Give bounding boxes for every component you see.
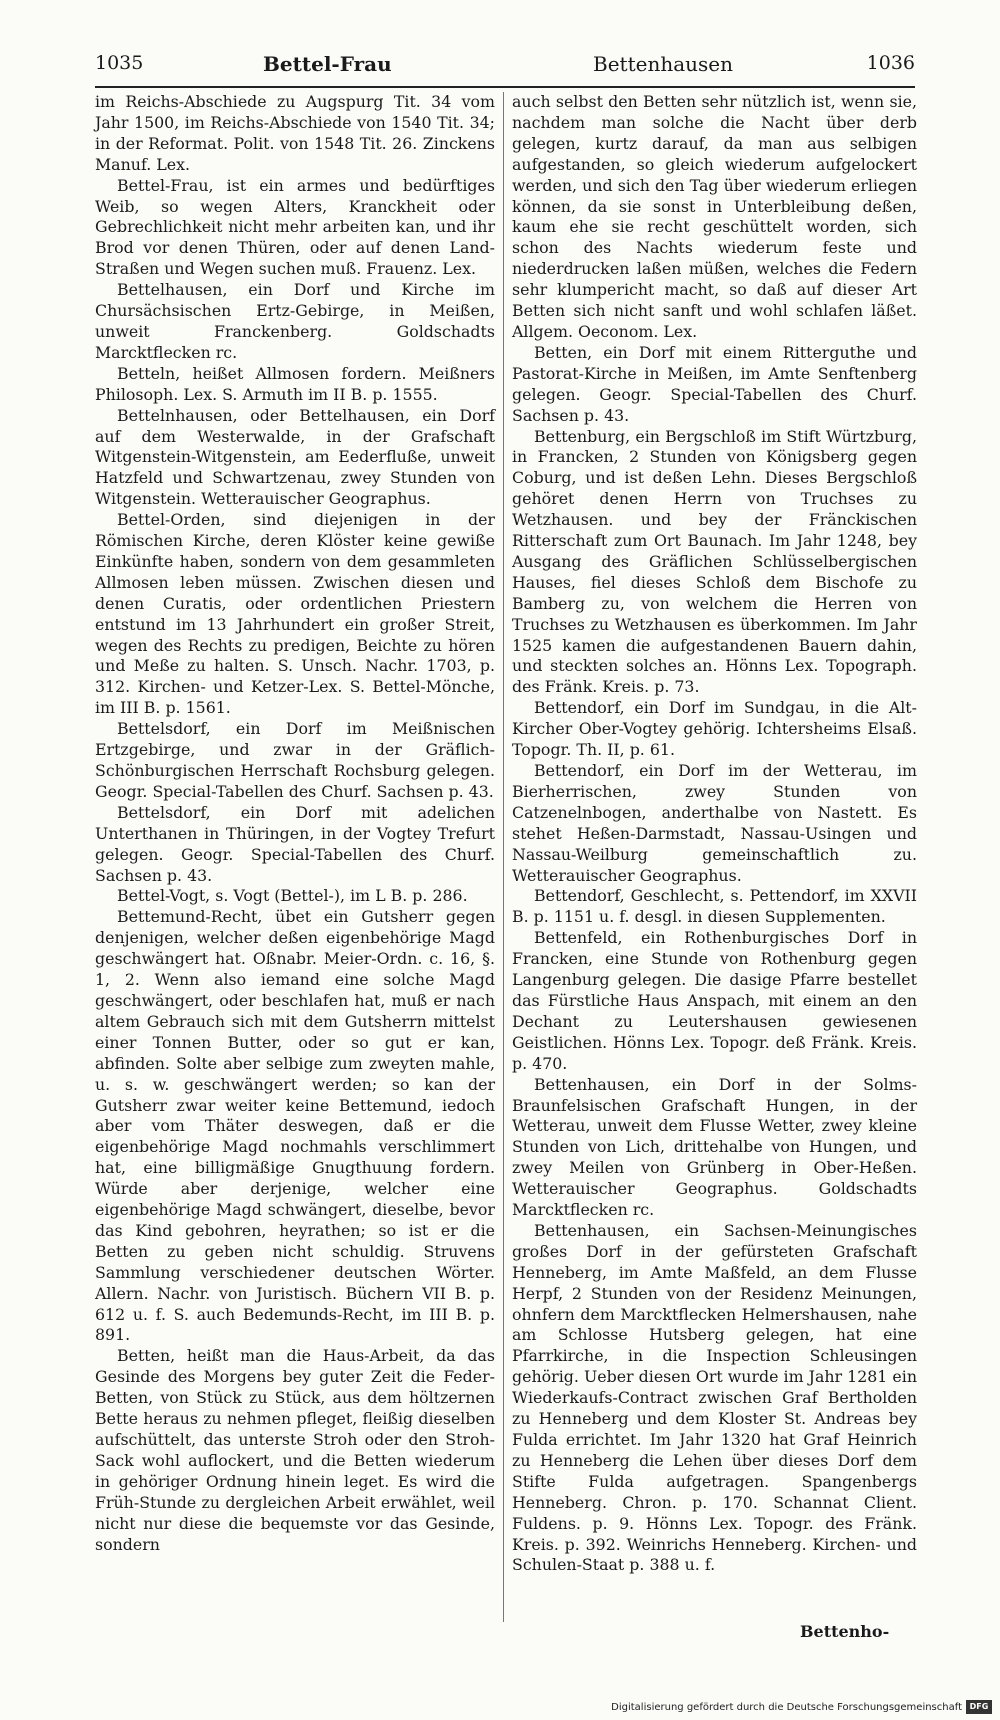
funding-note: Digitalisierung gefördert durch die Deutsche Forschungsgemeinschaft [611,1702,962,1713]
header-rule [95,86,915,88]
entry-paragraph: im Reichs-Abschiede zu Augspurg Tit. 34 vom Jahr 1500, im Reichs-Abschiede von 1540 Tit. 34; in der Reformat. Polit. von 1548 Tit. 26. Zinckens Manuf. Lex. [95,92,495,174]
entry-paragraph: Bettel-Orden, sind diejenigen in der Römischen Kirche, deren Klöster keine gewiße Einkünfte haben, sondern von dem gesammleten Allmosen leben müssen. Zwischen diesen und denen Curatis, oder ordentlichen Priestern entstund im 13 Jahrhundert ein großer Streit, wegen des Rechts zu predigen, Beichte zu hören und Meße zu halten. S. Unsch. Nachr. 1703, p. 312. Kirchen- und Ketzer-Lex. S. Bettel-Mönche, im III B. p. 1561. [95,510,495,718]
running-title-left: Bettel-Frau [263,52,392,76]
column-divider [503,92,504,1622]
dfg-logo: DFG [966,1700,992,1714]
running-header [95,52,915,84]
entry-paragraph: Bettendorf, ein Dorf im Sundgau, in die Alt-Kircher Ober-Vogtey gehörig. Ichtersheims Elsaß. Topogr. Th. II, p. 61. [512,698,917,760]
entry-paragraph: Bettenhausen, ein Dorf in der Solms-Braunfelsischen Grafschaft Hungen, in der Wetterau, unweit dem Flusse Wetter, zwey kleine Stunden von Lich, drittehalbe von Hungen, und zwey Meilen von Grünberg in Ober-Heßen. Wetterauischer Geographus. Goldschadts Marcktflecken rc. [512,1074,917,1220]
left-column [95,92,495,1555]
right-column [512,92,917,1576]
entry-paragraph: Bettenfeld, ein Rothenburgisches Dorf in Francken, eine Stunde von Rothenburg gegen Langenburg gelegen. Die dasige Pfarre bestellet das Fürstliche Haus Anspach, mit einem an den Dechant zu Leutershausen gewiesenen Geistlichen. Hönns Lex. Topogr. deß Fränk. Kreis. p. 470. [512,928,917,1073]
entry-paragraph: Bettelsdorf, ein Dorf mit adelichen Unterthanen in Thüringen, in der Vogtey Trefurt gelegen. Geogr. Special-Tabellen des Churf. Sachsen p. 43. [95,802,495,885]
entry-paragraph: Bettendorf, Geschlecht, s. Pettendorf, im XXVII B. p. 1151 u. f. desgl. in diesen Supplementen. [512,886,917,927]
entry-paragraph: Bettenhausen, ein Sachsen-Meinungisches großes Dorf in der gefürsteten Grafschaft Henneberg, im Amte Maßfeld, an dem Flusse Herpf, 2 Stunden von der Residenz Meinungen, ohnfern dem Marcktflecken Helmershausen, nahe am Schlosse Hutsberg gelegen, hat eine Pfarrkirche, in die Inspection Schleusingen gehörig. Ueber diesen Ort wurde im Jahr 1281 ein Wiederkaufs-Contract zwischen Graf Bertholden zu Henneberg und dem Kloster St. Andreas bey Fulda errichtet. Im Jahr 1320 hat Graf Heinrich zu Henneberg die Lehen über dieses Dorf dem Stifte Fulda aufgetragen. Spangenbergs Henneberg. Chron. p. 170. Schannat Client. Fuldens. p. 9. Hönns Lex. Topogr. des Fränk. Kreis. p. 392. Weinrichs Henneberg. Kirchen- und Schulen-Staat p. 388 u. f. [512,1220,917,1575]
entry-paragraph: Betteln, heißet Allmosen fordern. Meißners Philosoph. Lex. S. Armuth im II B. p. 1555. [95,363,495,404]
entry-paragraph: Bettendorf, ein Dorf im der Wetterau, im Bierherrischen, zwey Stunden von Catzenelnbogen, anderthalbe von Nastett. Es stehet Heßen-Darmstadt, Nassau-Usingen und Nassau-Weilburg gemeinschaftlich zu. Wetterauischer Geographus. [512,761,917,885]
entry-paragraph: Betten, heißt man die Haus-Arbeit, da das Gesinde des Morgens bey guter Zeit die Feder-Betten, von Stück zu Stück, aus dem höltzernen Bette heraus zu nehmen pfleget, fleißig dieselben aufschüttelt, das unterste Stroh oder den Stroh-Sack wohl auflockert, und die Betten wiederum in gehöriger Ordnung hinein leget. Es wird die Früh-Stunde zu dergleichen Arbeit erwählet, weil nicht nur diese die bequemste vor das Gesinde, sondern [95,1346,495,1554]
entry-paragraph: Bettel-Frau, ist ein armes und bedürftiges Weib, so wegen Alters, Kranckheit oder Gebrechlichkeit nicht mehr arbeiten kan, und ihr Brod vor denen Thüren, oder auf denen Land-Straßen und Wegen suchen muß. Frauenz. Lex. [95,175,495,279]
entry-paragraph: Bettelnhausen, oder Bettelhausen, ein Dorf auf dem Westerwalde, in der Grafschaft Witgenstein-Witgenstein, am Eederfluße, unweit Hatzfeld und Schwartzenau, zwey Stunden von Witgenstein. Wetterauischer Geographus. [95,405,495,509]
entry-paragraph: Bettel-Vogt, s. Vogt (Bettel-), im L B. p. 286. [117,886,468,906]
entry-paragraph: Bettelsdorf, ein Dorf im Meißnischen Ertzgebirge, und zwar in der Gräflich-Schönburgischen Herrschaft Rochsburg gelegen. Geogr. Special-Tabellen des Churf. Sachsen p. 43. [95,719,495,801]
entry-paragraph: Bettenburg, ein Bergschloß im Stift Würtzburg, in Francken, 2 Stunden von Königsberg gegen Coburg, und ist deßen Lehn. Dieses Bergschloß gehöret denen Herrn von Truchses zu Wetzhausen. und bey der Fränckischen Ritterschaft zum Ort Baunach. Im Jahr 1248, bey Ausgang des Gräflichen Schlüsselbergischen Hauses, fiel dieses Schloß dem Bischofe zu Bamberg zu, von welchem die Herren von Truchses zu Wetzhausen es überkommen. Im Jahr 1525 kamen die aufgestandenen Bauern dahin, und steckten solches an. Hönns Lex. Topograph. des Fränk. Kreis. p. 73. [512,426,917,697]
running-title-right: Bettenhausen [593,52,733,76]
entry-paragraph: auch selbst den Betten sehr nützlich ist, wenn sie, nachdem man solche die Nacht über derb gelegen, kurtz darauf, da man aus selbigen aufgestanden, so gleich wiederum aufgelockert werden, und sich den Tag über wiederum erliegen können, da sie sonst in Unterbleibung deßen, kaum ehe sie recht geschüttelt worden, sich schon des Nachts wiederum feste und niederdrucken laßen müßen, welches die Federn sehr klumpericht macht, so daß auf dieser Art Betten sich nicht sanft und wohl schlafen läßet. Allgem. Oeconom. Lex. [512,92,917,341]
page-number-left: 1035 [95,52,144,74]
entry-paragraph: Betten, ein Dorf mit einem Ritterguthe und Pastorat-Kirche in Meißen, im Amte Senftenberg gelegen. Geogr. Special-Tabellen des Churf. Sachsen p. 43. [512,342,917,425]
page-number-right: 1036 [866,52,915,74]
entry-paragraph: Bettelhausen, ein Dorf und Kirche im Chursächsischen Ertz-Gebirge, in Meißen, unweit Franckenberg. Goldschadts Marcktflecken rc. [95,280,495,362]
footer [0,1698,1000,1720]
catchword: Bettenho- [800,1622,890,1641]
entry-paragraph: Bettemund-Recht, übet ein Gutsherr gegen denjenigen, welcher deßen eigenbehörige Magd geschwängert hat. Oßnabr. Meier-Ordn. c. 16, §. 1, 2. Wenn also iemand eine solche Magd geschwängert, oder beschlafen hat, muß er nach altem Gebrauch sich mit dem Gutsherrn mittelst einer Tonnen Butter, oder so gut er kan, abfinden. Solte aber selbige zum zweyten mahle, u. s. w. geschwängert werden; so kan der Gutsherr zwar weiter keine Bettemund, iedoch aber vom Thäter deswegen, daß er die eigenbehörige Magd nochmahls verschlimmert hat, eine billigmäßige Gnugthuung fordern. Würde aber derjenige, welcher eine eigenbehörige Magd schwängert, dieselbe, bevor das Kind gebohren, heyrathen; so ist er die Betten zu geben nicht schuldig. Struvens Sammlung verschiedener deutschen Wörter. Allern. Nachr. von Juristisch. Büchern VII B. p. 612 u. f. S. auch Bedemunds-Recht, im III B. p. 891. [95,907,495,1345]
